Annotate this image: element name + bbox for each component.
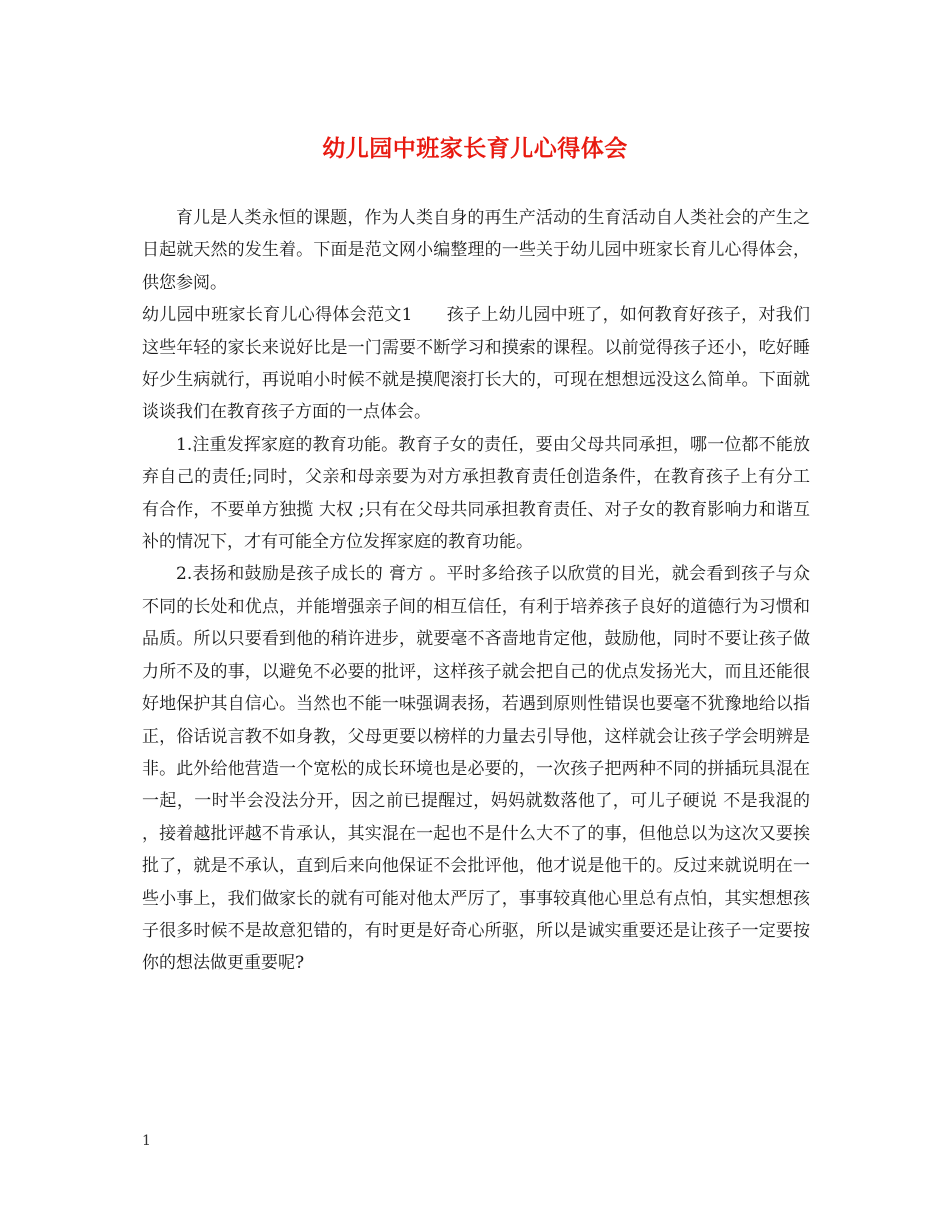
page-number: 1 — [142, 1133, 151, 1149]
document-body — [142, 202, 810, 980]
intro-paragraph: 育儿是人类永恒的课题，作为人类自身的再生产活动的生育活动自人类社会的产生之日起就天然的发生着。下面是范文网小编整理的一些关于幼儿园中班家长育儿心得体会，供您参阅。 — [142, 208, 810, 293]
sample-opening: 孩子上幼儿园中班了，如何教育好孩子，对我们这些年轻的家长来说好比是一门需要不断学习和摸索的课程。以前觉得孩子还小，吃好睡好少生病就行，再说咱小时候不就是摸爬滚打长大的，可现在想想远没这么简单。下面就谈谈我们在教育孩子方面的一点体会。 — [142, 305, 811, 423]
point-2-paragraph: 2.表扬和鼓励是孩子成长的 膏方 。平时多给孩子以欣赏的目光，就会看到孩子与众不同的长处和优点，并能增强亲子间的相互信任，有利于培养孩子良好的道德行为习惯和品质。所以只要看到他的稍许进步，就要毫不吝啬地肯定他，鼓励他，同时不要让孩子做力所不及的事，以避免不必要的批评，这样孩子就会把自己的优点发扬光大，而且还能很好地保护其自信心。当然也不能一味强调表扬，若遇到原则性错误也要毫不犹豫地给以指正，俗话说言教不如身教，父母更要以榜样的力量去引导他，这样就会让孩子学会明辨是非。此外给他营造一个宽松的成长环境也是必要的，一次孩子把两种不同的拼插玩具混在一起，一时半会没法分开，因之前已提醒过，妈妈就数落他了，可儿子硬说 不是我混的 ，接着越批评越不肯承认，其实混在一起也不是什么大不了的事，但他总以为这次又要挨批了，就是不承认，直到后来向他保证不会批评他，他才说是他干的。反过来就说明在一些小事上，我们做家长的就有可能对他太严厉了，事事较真他心里总有点怕，其实想想孩子很多时候不是故意犯错的，有时更是好奇心所驱，所以是诚实重要还是让孩子一定要按你的想法做更重要呢? — [142, 564, 810, 974]
sample-paragraph — [142, 299, 810, 429]
document-title: 幼儿园中班家长育儿心得体会 — [322, 135, 628, 162]
point-1-paragraph: 1.注重发挥家庭的教育功能。教育子女的责任，要由父母共同承担，哪一位都不能放弃自己的责任;同时，父亲和母亲要为对方承担教育责任创造条件，在教育孩子上有分工有合作，不要单方独揽 大权 ;只有在父母共同承担教育责任、对子女的教育影响力和谐互补的情况下，才有可能全方位发挥家庭的教育功能。 — [142, 434, 810, 553]
sample-heading: 幼儿园中班家长育儿心得体会范文1 — [142, 305, 413, 326]
